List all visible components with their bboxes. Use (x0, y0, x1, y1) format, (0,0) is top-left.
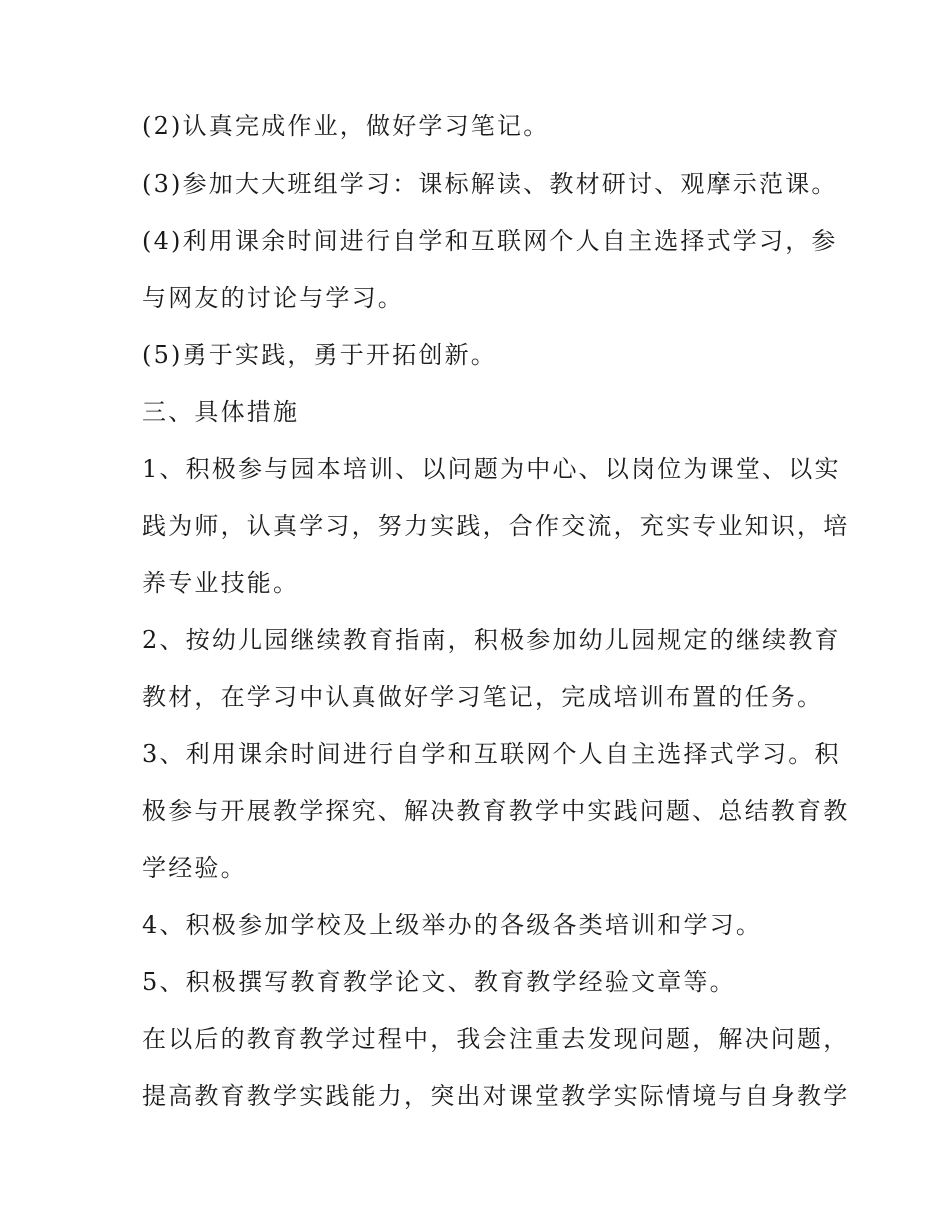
text-line: (3)参加大大班组学习：课标解读、教材研讨、观摩示范课。 (142, 170, 838, 198)
text-line: 践为师，认真学习，努力实践，合作交流，充实专业知识，培 (142, 512, 850, 540)
text-line: 在以后的教育教学过程中，我会注重去发现问题，解决问题， (142, 1025, 850, 1053)
text-line: 3、利用课余时间进行自学和互联网个人自主选择式学习。积 (142, 740, 841, 768)
text-line: (5)勇于实践，勇于开拓创新。 (142, 341, 497, 369)
text-line: 与网友的讨论与学习。 (142, 284, 404, 312)
text-line: 教材，在学习中认真做好学习笔记，完成培训布置的任务。 (142, 683, 824, 711)
section-heading: 三、具体措施 (142, 398, 300, 426)
text-line: 学经验。 (142, 854, 247, 882)
text-line: 4、积极参加学校及上级举办的各级各类培训和学习。 (142, 911, 763, 939)
text-line: 2、按幼儿园继续教育指南，积极参加幼儿园规定的继续教育 (142, 626, 841, 654)
text-line: (2)认真完成作业，做好学习笔记。 (142, 112, 550, 140)
text-line: 5、积极撰写教育教学论文、教育教学经验文章等。 (142, 968, 736, 996)
text-line: 养专业技能。 (142, 569, 300, 597)
text-line: 提高教育教学实践能力，突出对课堂教学实际情境与自身教学 (142, 1082, 850, 1110)
text-line: 1、积极参与园本培训、以问题为中心、以岗位为课堂、以实 (142, 455, 841, 483)
text-line: 极参与开展教学探究、解决教育教学中实践问题、总结教育教 (142, 797, 850, 825)
text-line: (4)利用课余时间进行自学和互联网个人自主选择式学习，参 (142, 227, 838, 255)
